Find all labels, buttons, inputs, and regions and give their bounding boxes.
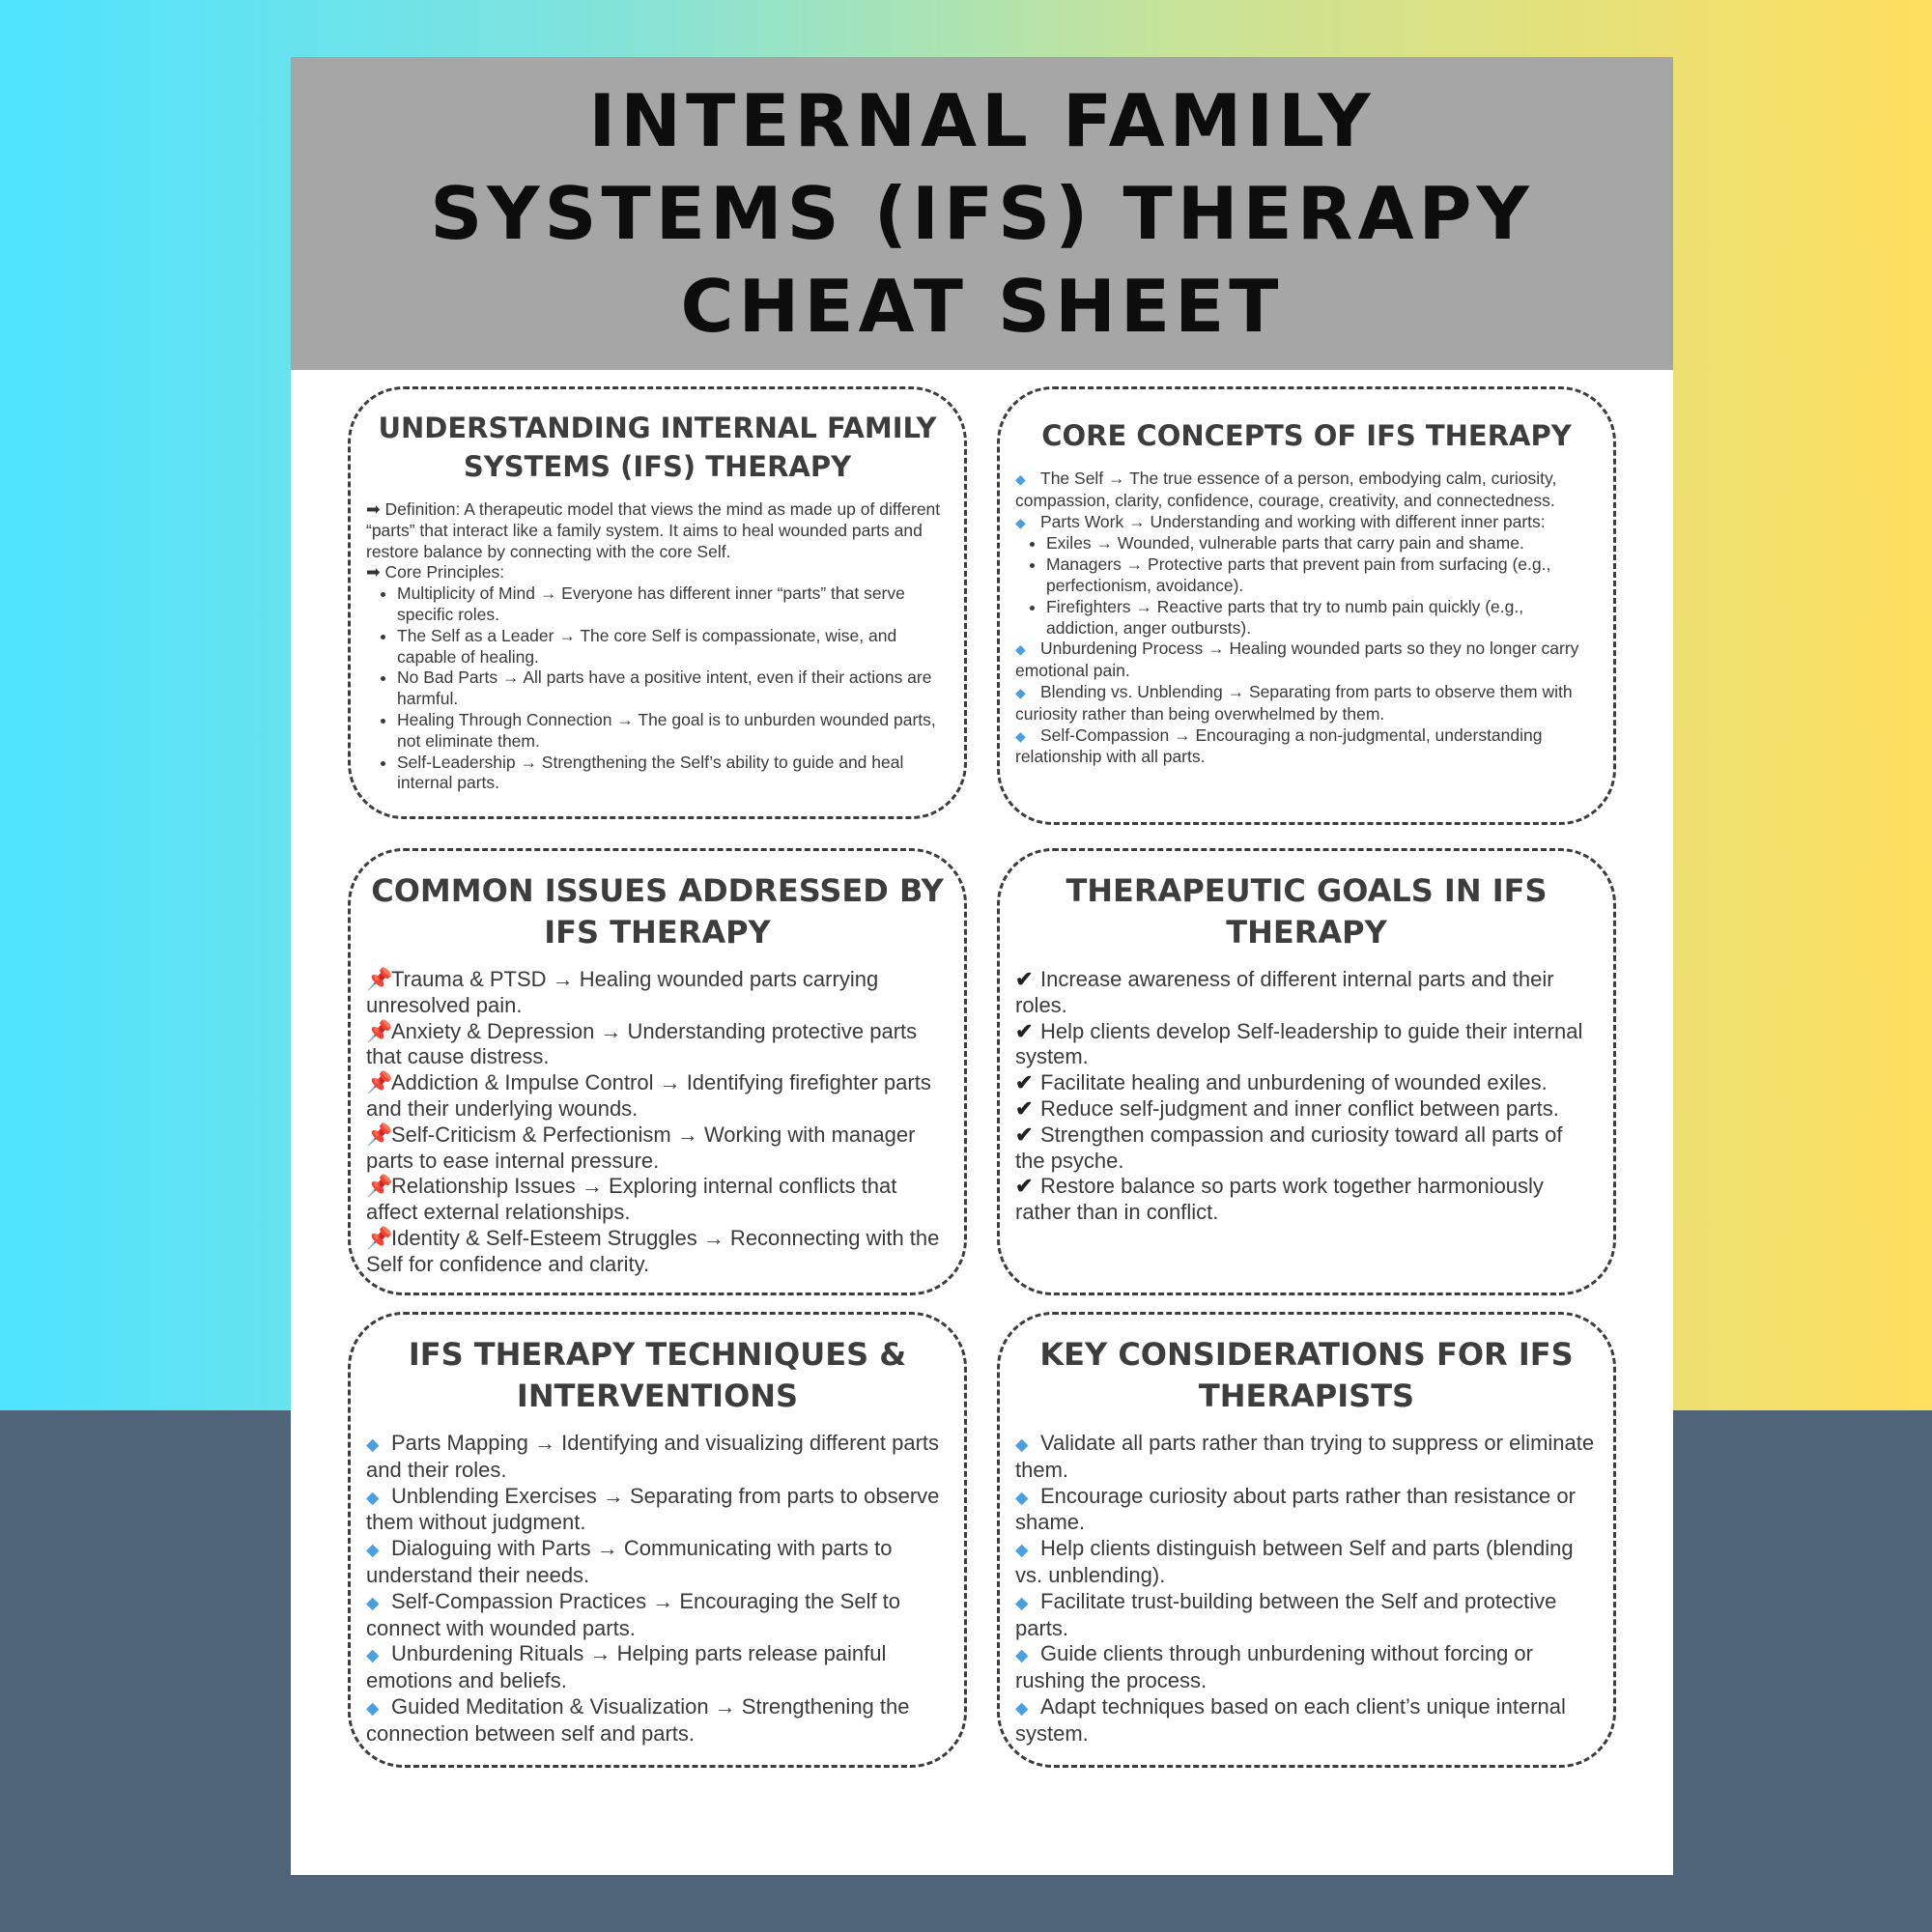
- parts-list: [1015, 533, 1598, 639]
- pin-icon: 📌: [366, 1122, 393, 1147]
- list-item: ◆ Adapt techniques based on each client’s unique internal system.: [1015, 1693, 1566, 1746]
- list-item: ◆ Parts Mapping → Identifying and visualizing different parts and their roles.: [366, 1431, 940, 1482]
- check-icon: ✔: [1015, 1070, 1034, 1095]
- arrow-icon: ➡: [366, 562, 381, 582]
- list-item: • No Bad Parts → All parts have a positive intent, even if their actions are harmful.: [397, 668, 949, 710]
- list-item: • Exiles → Wounded, vulnerable parts that carry pain and shame.: [1046, 533, 1598, 554]
- diamond-icon: ◆: [1015, 727, 1026, 744]
- diamond-icon: ◆: [1015, 514, 1026, 530]
- list-item: ◆ The Self → The true essence of a person, embodying calm, curiosity, compassion, clarity, confidence, courage, creativity, and connectedness.: [1015, 469, 1557, 510]
- definition: ➡ Definition: A therapeutic model that views the mind as made up of different “parts” that interact like a family system. It aims to heal wounded parts and restore balance by connecting with the core Self.: [366, 499, 941, 561]
- diamond-icon: ◆: [366, 1645, 380, 1665]
- list-item: ✔ Restore balance so parts work together harmoniously rather than in conflict.: [1015, 1174, 1544, 1225]
- principles-label: ➡ Core Principles:: [366, 562, 505, 582]
- list-item: • Multiplicity of Mind → Everyone has different inner “parts” that serve specific roles.: [397, 583, 949, 626]
- check-icon: ✔: [1015, 1122, 1034, 1147]
- diamond-icon: ◆: [366, 1592, 380, 1612]
- pin-icon: 📌: [366, 1018, 393, 1043]
- list-item: 📌Anxiety & Depression → Understanding protective parts that cause distress.: [366, 1018, 918, 1069]
- list-item: 📌Identity & Self-Esteem Struggles → Reconnecting with the Self for confidence and clarity.: [366, 1225, 940, 1276]
- diamond-icon: ◆: [1015, 684, 1026, 700]
- pin-icon: 📌: [366, 1225, 393, 1250]
- list-item: 📌Addiction & Impulse Control → Identifying firefighter parts and their underlying wounds.: [366, 1070, 931, 1121]
- check-icon: ✔: [1015, 1018, 1034, 1043]
- list-item: ◆ Self-Compassion → Encouraging a non-judgmental, understanding relationship with all parts.: [1015, 724, 1543, 767]
- list-item: • Healing Through Connection → The goal is to unburden wounded parts, not eliminate them.: [397, 710, 949, 753]
- list-item: ◆ Guided Meditation & Visualization → Strengthening the connection between self and parts.: [366, 1693, 910, 1746]
- principles-list: [366, 583, 949, 794]
- list-item: • Self-Leadership → Strengthening the Self’s ability to guide and heal internal parts.: [397, 753, 949, 795]
- check-icon: ✔: [1015, 967, 1034, 991]
- diamond-icon: ◆: [1015, 1487, 1029, 1507]
- list-item: ◆ Facilitate trust-building between the Self and protective parts.: [1015, 1588, 1557, 1640]
- list-item: • Firefighters → Reactive parts that try to numb pain quickly (e.g., addiction, anger outbursts).: [1046, 597, 1598, 639]
- card-core-concepts: [997, 386, 1616, 825]
- page-title: INTERNAL FAMILY SYSTEMS (IFS) THERAPY CHEAT SHEET: [430, 78, 1534, 349]
- list-item: ✔ Increase awareness of different internal parts and their roles.: [1015, 967, 1554, 1017]
- list-item: ◆ Help clients distinguish between Self and parts (blending vs. unblending).: [1015, 1536, 1574, 1587]
- list-item: ◆ Validate all parts rather than trying to suppress or eliminate them.: [1015, 1431, 1595, 1482]
- list-item: 📌Relationship Issues → Exploring internal conflicts that affect external relationships.: [366, 1174, 897, 1225]
- card-techniques: [348, 1312, 967, 1768]
- diamond-icon: ◆: [366, 1435, 380, 1454]
- diamond-icon: ◆: [1015, 641, 1026, 658]
- list-item: ✔ Reduce self-judgment and inner conflict between parts.: [1015, 1095, 1559, 1121]
- pin-icon: 📌: [366, 1174, 393, 1199]
- card-common-issues: [348, 848, 967, 1295]
- list-item: ◆ Encourage curiosity about parts rather than resistance or shame.: [1015, 1483, 1576, 1535]
- list-item: ◆ Self-Compassion Practices → Encouraging the Self to connect with wounded parts.: [366, 1588, 901, 1640]
- list-item: ◆ Unburdening Rituals → Helping parts release painful emotions and beliefs.: [366, 1641, 887, 1693]
- cheat-sheet: [291, 57, 1673, 1875]
- diamond-icon: ◆: [366, 1487, 380, 1507]
- pin-icon: 📌: [366, 967, 393, 991]
- check-icon: ✔: [1015, 1174, 1034, 1199]
- list-item: 📌Self-Criticism & Perfectionism → Working with manager parts to ease internal pressure.: [366, 1122, 916, 1173]
- diamond-icon: ◆: [1015, 1592, 1029, 1612]
- list-item: ✔ Help clients develop Self-leadership to guide their internal system.: [1015, 1018, 1583, 1069]
- list-item: • The Self as a Leader → The core Self is compassionate, wise, and capable of healing.: [397, 626, 949, 668]
- diamond-icon: ◆: [1015, 1435, 1029, 1454]
- list-item: ◆ Unblending Exercises → Separating from parts to observe them without judgment.: [366, 1483, 940, 1535]
- card-goals: [997, 848, 1616, 1295]
- list-item: ✔ Facilitate healing and unburdening of wounded exiles.: [1015, 1070, 1548, 1095]
- diamond-icon: ◆: [366, 1697, 380, 1718]
- pin-icon: 📌: [366, 1070, 393, 1095]
- card-title: KEY CONSIDERATIONS FOR IFS THERAPISTS: [1039, 1336, 1574, 1414]
- list-item: • Managers → Protective parts that prevent pain from surfacing (e.g., perfectionism, avoidance).: [1046, 554, 1598, 597]
- card-title: UNDERSTANDING INTERNAL FAMILY SYSTEMS (IFS) THERAPY: [378, 412, 937, 483]
- diamond-icon: ◆: [1015, 1697, 1029, 1718]
- card-understanding: [348, 386, 967, 819]
- card-title: CORE CONCEPTS OF IFS THERAPY: [1041, 419, 1572, 452]
- list-item: ◆ Parts Work → Understanding and working with different inner parts:: [1015, 512, 1598, 534]
- list-item: ◆ Guide clients through unburdening without forcing or rushing the process.: [1015, 1641, 1533, 1693]
- list-item: ◆ Dialoguing with Parts → Communicating with parts to understand their needs.: [366, 1536, 893, 1587]
- card-considerations: [997, 1312, 1616, 1768]
- check-icon: ✔: [1015, 1095, 1034, 1121]
- list-item: 📌Trauma & PTSD → Healing wounded parts carrying unresolved pain.: [366, 967, 879, 1017]
- header-banner: [291, 57, 1673, 370]
- card-title: IFS THERAPY TECHNIQUES & INTERVENTIONS: [408, 1336, 907, 1414]
- diamond-icon: ◆: [1015, 471, 1026, 487]
- diamond-icon: ◆: [1015, 1645, 1029, 1665]
- list-item: ◆ Blending vs. Unblending → Separating from parts to observe them with curiosity rather than being overwhelmed by them.: [1015, 681, 1573, 724]
- diamond-icon: ◆: [1015, 1540, 1029, 1560]
- card-title: COMMON ISSUES ADDRESSED BY IFS THERAPY: [371, 872, 944, 951]
- diamond-icon: ◆: [366, 1540, 380, 1560]
- list-item: ◆ Unburdening Process → Healing wounded parts so they no longer carry emotional pain.: [1015, 639, 1579, 681]
- arrow-icon: ➡: [366, 499, 381, 519]
- card-title: THERAPEUTIC GOALS IN IFS THERAPY: [1065, 872, 1548, 951]
- list-item: ✔ Strengthen compassion and curiosity toward all parts of the psyche.: [1015, 1122, 1563, 1173]
